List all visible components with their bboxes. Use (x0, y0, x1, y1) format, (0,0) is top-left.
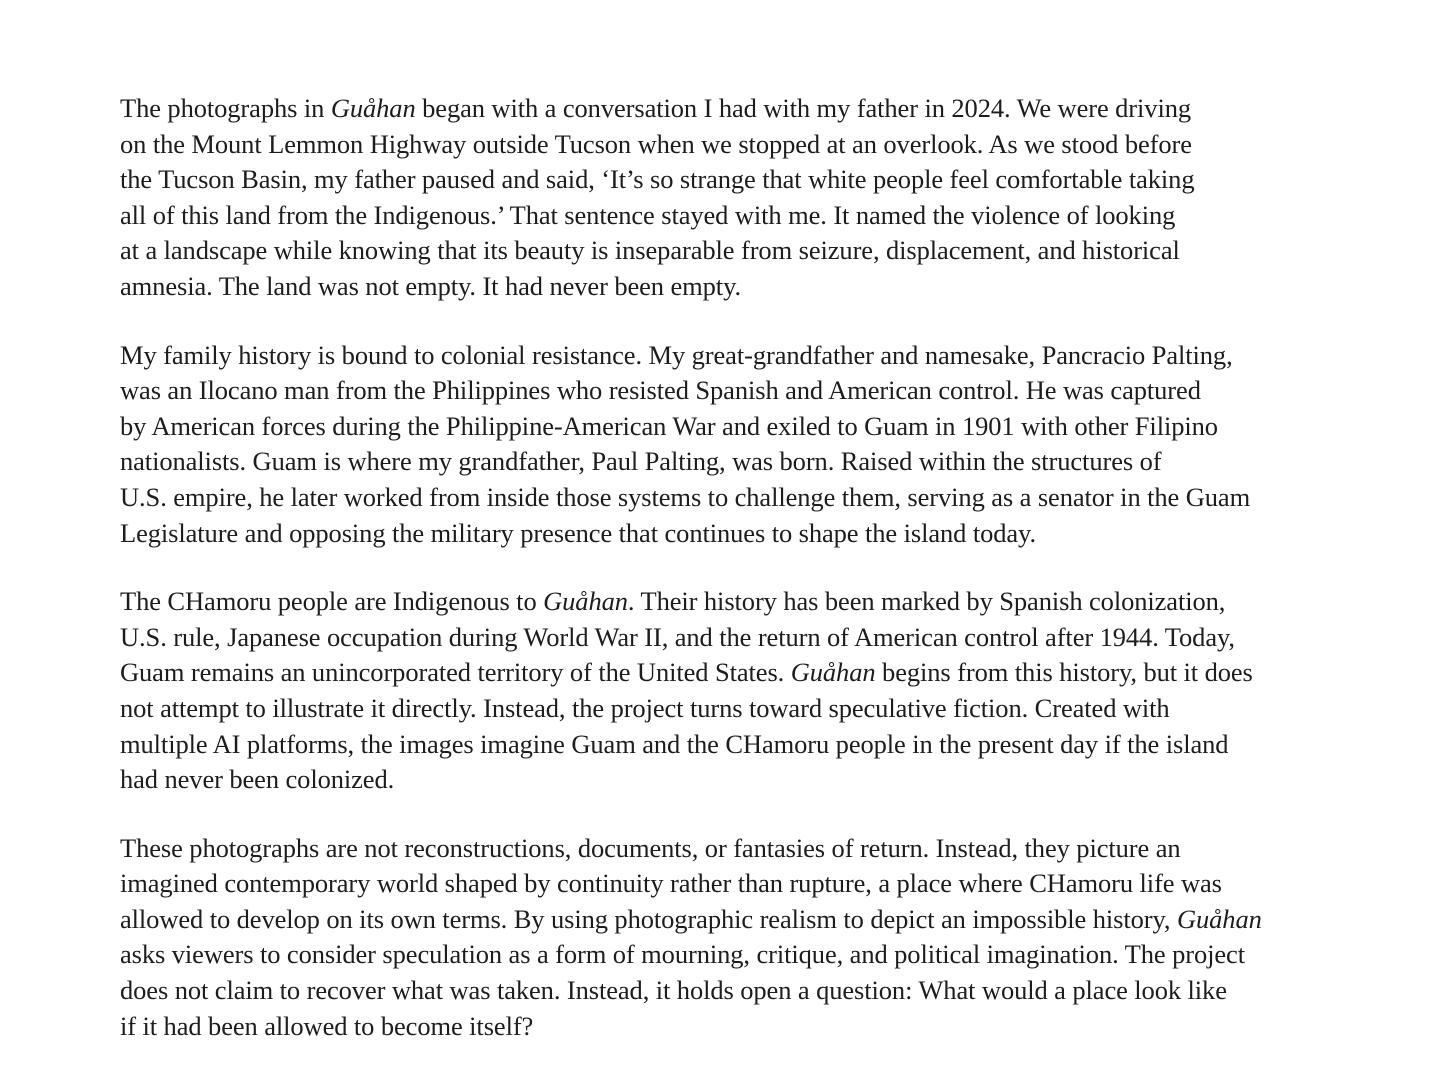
text-line (120, 162, 1360, 198)
text-run-italic: Guåhan (330, 93, 416, 123)
text-run: nationalists. Guam is where my grandfather, Paul Palting, was born. Raised within the structures of (120, 446, 1162, 477)
text-run: if it had been allowed to become itself? (120, 1010, 534, 1041)
text-line (120, 727, 1360, 763)
text-run: These photographs are not reconstructions, documents, or fantasies of return. Instead, they picture an (120, 832, 1181, 863)
text-run: allowed to develop on its own terms. By using photographic realism to depict an impossible history, (120, 903, 1177, 934)
text-run-italic: Guåhan (1176, 903, 1262, 934)
text-run: began with a conversation I had with my father in 2024. We were driving (415, 93, 1192, 123)
text-run: Legislature and opposing the military presence that continues to shape the island today. (120, 517, 1036, 548)
text-run: imagined contemporary world shaped by continuity rather than rupture, a place where CHamoru life was (120, 868, 1222, 899)
text-run: U.S. rule, Japanese occupation during World War II, and the return of American control after 1944. Today, (120, 621, 1235, 652)
text-line (120, 127, 1360, 163)
text-run: was an Ilocano man from the Philippines who resisted Spanish and American control. He was captured (120, 375, 1201, 406)
text-line (120, 762, 1360, 798)
text-run: had never been colonized. (120, 764, 395, 795)
text-run: U.S. empire, he later worked from inside those systems to challenge them, serving as a senator in the Guam (120, 481, 1251, 512)
text-run: . Their history has been marked by Spanish colonization, (627, 586, 1226, 617)
text-line (120, 584, 1360, 620)
text-line (120, 691, 1360, 727)
text-line (120, 1009, 1360, 1045)
text-run: not attempt to illustrate it directly. Instead, the project turns toward speculative fiction. Created with (120, 692, 1170, 723)
text-run: on the Mount Lemmon Highway outside Tucson when we stopped at an overlook. As we stood before (120, 128, 1192, 159)
text-run: by American forces during the Philippine-American War and exiled to Guam in 1901 with other Filipino (120, 410, 1218, 441)
text-run: multiple AI platforms, the images imagine Guam and the CHamoru people in the present day if the island (120, 728, 1229, 759)
text-run: does not claim to recover what was taken. Instead, it holds open a question: What would a place look like (120, 975, 1227, 1006)
text-run: at a landscape while knowing that its beauty is inseparable from seizure, displacement, and historical (120, 235, 1180, 266)
text-line (120, 233, 1360, 269)
text-line (120, 269, 1360, 305)
text-run: The CHamoru people are Indigenous to (120, 586, 544, 617)
text-line (120, 409, 1360, 445)
text-line (120, 198, 1360, 234)
text-run: all of this land from the Indigenous.’ That sentence stayed with me. It named the violence of looking (120, 199, 1176, 230)
text-line (120, 655, 1360, 691)
text-run: The photographs in (120, 93, 331, 123)
text-run: My family history is bound to colonial resistance. My great-grandfather and namesake, Pancracio Palting, (120, 339, 1233, 370)
paragraph-1 (120, 91, 1360, 305)
text-run: the Tucson Basin, my father paused and said, ‘It’s so strange that white people feel comfortable taking (120, 164, 1195, 195)
text-line (120, 937, 1360, 973)
text-line (120, 444, 1360, 480)
text-line (120, 516, 1360, 552)
text-line (120, 831, 1360, 867)
text-line (120, 91, 1360, 127)
text-line (120, 902, 1360, 938)
text-run: Guam remains an unincorporated territory of the United States. (120, 657, 791, 688)
text-line (120, 973, 1360, 1009)
paragraph-4 (120, 831, 1360, 1045)
text-run: asks viewers to consider speculation as a form of mourning, critique, and political imagination. The project (120, 939, 1245, 970)
text-run: begins from this history, but it does (875, 657, 1253, 688)
text-run-italic: Guåhan (790, 657, 876, 688)
text-line (120, 480, 1360, 516)
text-line (120, 338, 1360, 374)
paragraph-3 (120, 584, 1360, 798)
essay-text (120, 91, 1360, 1044)
text-line (120, 620, 1360, 656)
text-line (120, 866, 1360, 902)
text-line (120, 373, 1360, 409)
paragraph-2 (120, 338, 1360, 552)
text-run: amnesia. The land was not empty. It had never been empty. (120, 270, 742, 301)
text-run-italic: Guåhan (543, 586, 628, 617)
